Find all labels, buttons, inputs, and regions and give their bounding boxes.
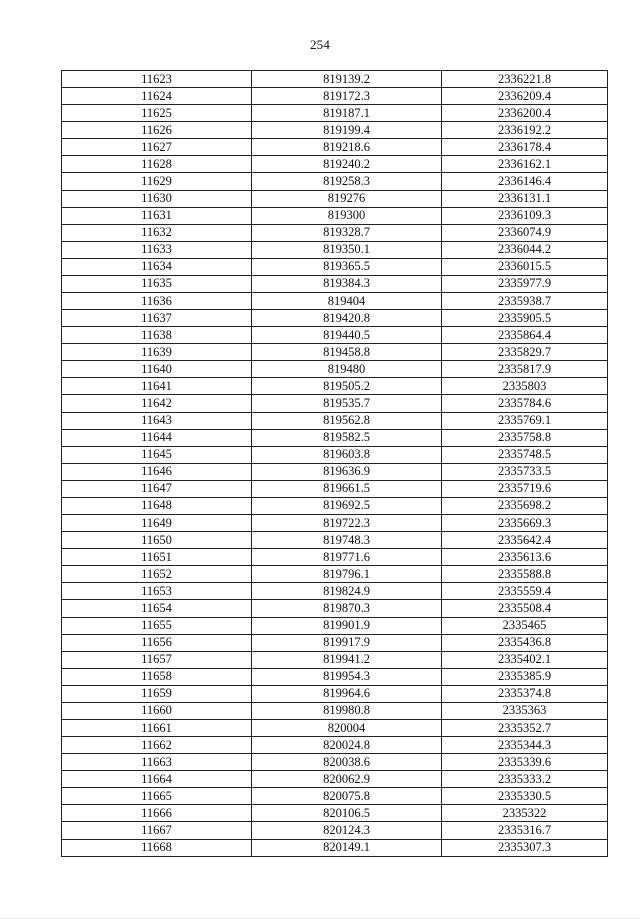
point-number-cell: 11634 [62,258,252,275]
x-coordinate-cell: 819505.2 [252,378,442,395]
table-row [62,805,608,822]
y-coordinate-cell: 2335817.9 [442,361,608,378]
table-row [62,600,608,617]
point-number-cell: 11643 [62,412,252,429]
x-coordinate-cell: 819980.8 [252,702,442,719]
table-row [62,122,608,139]
point-number-cell: 11649 [62,515,252,532]
table-row [62,532,608,549]
table-row [62,719,608,736]
table-row [62,361,608,378]
y-coordinate-cell: 2335719.6 [442,480,608,497]
y-coordinate-cell: 2335374.8 [442,685,608,702]
x-coordinate-cell: 819187.1 [252,105,442,122]
y-coordinate-cell: 2336131.1 [442,190,608,207]
point-number-cell: 11656 [62,634,252,651]
x-coordinate-cell: 819240.2 [252,156,442,173]
x-coordinate-cell: 820062.9 [252,771,442,788]
x-coordinate-cell: 819172.3 [252,88,442,105]
x-coordinate-cell: 819870.3 [252,600,442,617]
table-row [62,429,608,446]
x-coordinate-cell: 820124.3 [252,822,442,839]
y-coordinate-cell: 2335436.8 [442,634,608,651]
y-coordinate-cell: 2335698.2 [442,497,608,514]
point-number-cell: 11647 [62,480,252,497]
x-coordinate-cell: 819954.3 [252,668,442,685]
table-row [62,412,608,429]
table-row [62,275,608,292]
x-coordinate-cell: 819748.3 [252,532,442,549]
y-coordinate-cell: 2336162.1 [442,156,608,173]
table-row [62,566,608,583]
x-coordinate-cell: 819350.1 [252,241,442,258]
table-row [62,241,608,258]
x-coordinate-cell: 819964.6 [252,685,442,702]
point-number-cell: 11662 [62,737,252,754]
y-coordinate-cell: 2335508.4 [442,600,608,617]
x-coordinate-cell: 819771.6 [252,549,442,566]
x-coordinate-cell: 820024.8 [252,737,442,754]
y-coordinate-cell: 2335559.4 [442,583,608,600]
table-row [62,207,608,224]
point-number-cell: 11625 [62,105,252,122]
point-number-cell: 11640 [62,361,252,378]
x-coordinate-cell: 819941.2 [252,651,442,668]
table-row [62,344,608,361]
y-coordinate-cell: 2335938.7 [442,293,608,310]
y-coordinate-cell: 2335339.6 [442,754,608,771]
point-number-cell: 11657 [62,651,252,668]
point-number-cell: 11648 [62,497,252,514]
point-number-cell: 11631 [62,207,252,224]
point-number-cell: 11638 [62,327,252,344]
y-coordinate-cell: 2335613.6 [442,549,608,566]
x-coordinate-cell: 819404 [252,293,442,310]
point-number-cell: 11652 [62,566,252,583]
table-row [62,480,608,497]
point-number-cell: 11646 [62,463,252,480]
y-coordinate-cell: 2335758.8 [442,429,608,446]
table-row [62,822,608,839]
x-coordinate-cell: 820075.8 [252,788,442,805]
x-coordinate-cell: 820004 [252,719,442,736]
point-number-cell: 11635 [62,275,252,292]
point-number-cell: 11641 [62,378,252,395]
table-row [62,173,608,190]
table-row [62,583,608,600]
page-number: 254 [309,37,331,52]
table-body [62,71,608,857]
x-coordinate-cell: 819722.3 [252,515,442,532]
y-coordinate-cell: 2336178.4 [442,139,608,156]
x-coordinate-cell: 819535.7 [252,395,442,412]
x-coordinate-cell: 819480 [252,361,442,378]
point-number-cell: 11663 [62,754,252,771]
point-number-cell: 11636 [62,293,252,310]
y-coordinate-cell: 2335402.1 [442,651,608,668]
point-number-cell: 11629 [62,173,252,190]
table-row [62,378,608,395]
point-number-cell: 11637 [62,310,252,327]
table-row [62,617,608,634]
x-coordinate-cell: 819636.9 [252,463,442,480]
point-number-cell: 11626 [62,122,252,139]
point-number-cell: 11661 [62,719,252,736]
y-coordinate-cell: 2335322 [442,805,608,822]
point-number-cell: 11628 [62,156,252,173]
point-number-cell: 11653 [62,583,252,600]
point-number-cell: 11650 [62,532,252,549]
y-coordinate-cell: 2335344.3 [442,737,608,754]
y-coordinate-cell: 2335363 [442,702,608,719]
y-coordinate-cell: 2336044.2 [442,241,608,258]
point-number-cell: 11655 [62,617,252,634]
x-coordinate-cell: 820106.5 [252,805,442,822]
point-number-cell: 11659 [62,685,252,702]
x-coordinate-cell: 819300 [252,207,442,224]
point-number-cell: 11658 [62,668,252,685]
coordinates-table [61,70,608,857]
y-coordinate-cell: 2335733.5 [442,463,608,480]
point-number-cell: 11624 [62,88,252,105]
point-number-cell: 11644 [62,429,252,446]
table-row [62,446,608,463]
x-coordinate-cell: 819562.8 [252,412,442,429]
point-number-cell: 11667 [62,822,252,839]
y-coordinate-cell: 2335748.5 [442,446,608,463]
point-number-cell: 11664 [62,771,252,788]
y-coordinate-cell: 2336146.4 [442,173,608,190]
table-row [62,258,608,275]
table-row [62,156,608,173]
point-number-cell: 11645 [62,446,252,463]
table-row [62,754,608,771]
y-coordinate-cell: 2335803 [442,378,608,395]
y-coordinate-cell: 2335905.5 [442,310,608,327]
table-row [62,71,608,88]
y-coordinate-cell: 2335769.1 [442,412,608,429]
x-coordinate-cell: 819901.9 [252,617,442,634]
table-row [62,549,608,566]
x-coordinate-cell: 819440.5 [252,327,442,344]
y-coordinate-cell: 2335307.3 [442,839,608,856]
x-coordinate-cell: 819328.7 [252,224,442,241]
x-coordinate-cell: 819218.6 [252,139,442,156]
table-row [62,737,608,754]
table-row [62,839,608,856]
point-number-cell: 11642 [62,395,252,412]
table-row [62,771,608,788]
y-coordinate-cell: 2335669.3 [442,515,608,532]
point-number-cell: 11623 [62,71,252,88]
point-number-cell: 11665 [62,788,252,805]
x-coordinate-cell: 819917.9 [252,634,442,651]
x-coordinate-cell: 820149.1 [252,839,442,856]
point-number-cell: 11632 [62,224,252,241]
y-coordinate-cell: 2336015.5 [442,258,608,275]
table-row [62,105,608,122]
x-coordinate-cell: 819458.8 [252,344,442,361]
y-coordinate-cell: 2335588.8 [442,566,608,583]
y-coordinate-cell: 2335330.5 [442,788,608,805]
point-number-cell: 11630 [62,190,252,207]
table-row [62,702,608,719]
y-coordinate-cell: 2335977.9 [442,275,608,292]
table-row [62,668,608,685]
table-row [62,310,608,327]
x-coordinate-cell: 820038.6 [252,754,442,771]
x-coordinate-cell: 819384.3 [252,275,442,292]
point-number-cell: 11639 [62,344,252,361]
x-coordinate-cell: 819661.5 [252,480,442,497]
y-coordinate-cell: 2335316.7 [442,822,608,839]
point-number-cell: 11633 [62,241,252,258]
y-coordinate-cell: 2336192.2 [442,122,608,139]
y-coordinate-cell: 2335829.7 [442,344,608,361]
table-row [62,634,608,651]
table-row [62,463,608,480]
y-coordinate-cell: 2335642.4 [442,532,608,549]
table-row [62,327,608,344]
table-row [62,88,608,105]
y-coordinate-cell: 2336209.4 [442,88,608,105]
table-row [62,190,608,207]
point-number-cell: 11651 [62,549,252,566]
x-coordinate-cell: 819365.5 [252,258,442,275]
point-number-cell: 11627 [62,139,252,156]
point-number-cell: 11666 [62,805,252,822]
x-coordinate-cell: 819582.5 [252,429,442,446]
table-row [62,395,608,412]
x-coordinate-cell: 819603.8 [252,446,442,463]
x-coordinate-cell: 819276 [252,190,442,207]
table-row [62,497,608,514]
table-row [62,685,608,702]
point-number-cell: 11660 [62,702,252,719]
x-coordinate-cell: 819692.5 [252,497,442,514]
table-row [62,515,608,532]
table-row [62,788,608,805]
point-number-cell: 11668 [62,839,252,856]
point-number-cell: 11654 [62,600,252,617]
y-coordinate-cell: 2335864.4 [442,327,608,344]
x-coordinate-cell: 819824.9 [252,583,442,600]
table-row [62,224,608,241]
y-coordinate-cell: 2336221.8 [442,71,608,88]
y-coordinate-cell: 2335385.9 [442,668,608,685]
y-coordinate-cell: 2335784.6 [442,395,608,412]
y-coordinate-cell: 2335352.7 [442,719,608,736]
table-row [62,651,608,668]
table-row [62,293,608,310]
x-coordinate-cell: 819139.2 [252,71,442,88]
y-coordinate-cell: 2336074.9 [442,224,608,241]
x-coordinate-cell: 819199.4 [252,122,442,139]
y-coordinate-cell: 2335465 [442,617,608,634]
table-row [62,139,608,156]
x-coordinate-cell: 819258.3 [252,173,442,190]
x-coordinate-cell: 819796.1 [252,566,442,583]
y-coordinate-cell: 2336200.4 [442,105,608,122]
y-coordinate-cell: 2336109.3 [442,207,608,224]
x-coordinate-cell: 819420.8 [252,310,442,327]
y-coordinate-cell: 2335333.2 [442,771,608,788]
